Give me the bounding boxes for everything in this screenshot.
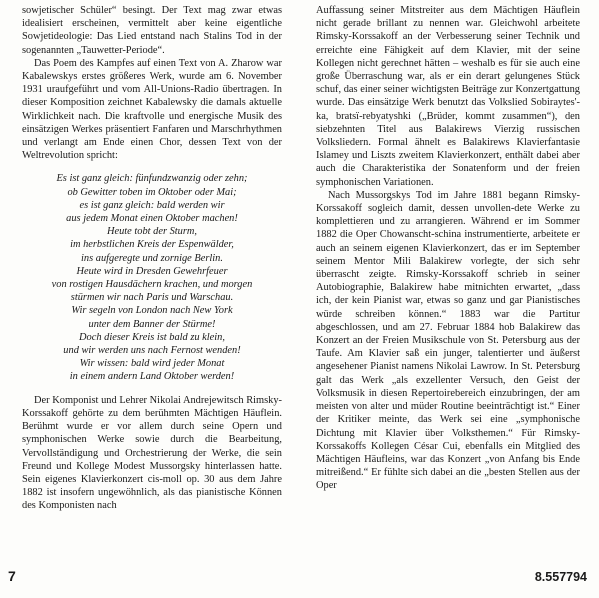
poem-block [22, 172, 282, 383]
paragraph: Auffassung seiner Mitstreiter aus dem Mächtigen Häuflein nicht gerade brillant zu nennen war. Gleichwohl arbeitete Rimsky-Korssakoff an der Verbesserung seiner Technik und erreichte eine Fähigkeit auf dem Klavier, mit der seine Kollegen nicht gerechnet hätten – weshalb es für sie auch eine große Überraschung war, als er ein derart gelungenes Stück schuf, das einer seiner wichtigsten Beiträge zur Konzertgattung wurde. Das einsätzige Werk benutzt das Volkslied Sobiraytes'-ka, bratsï-rebyatyshki („Brüder, kommt zusammen“), den siebzehnten Titel aus Balakirews Vierzig russischen Volksliedern. Formal ähnelt es Balakirews Klavierfantasie Islamey und Liszts zweitem Klavierkonzert, enthält dabei aber auch die Charakteristika der Sonatenform und der freien symphonischen Variationen. [316, 5, 580, 188]
paragraph: Das Poem des Kampfes auf einen Text von A. Zharow war Kabalewskys erstes größeres Werk, wurde am 6. November 1931 uraufgeführt und vom All-Unions-Radio übertragen. In dieser Komposition zeichnet Kabalewsky die damals aktuelle Wirklichkeit nach. Die kraftvolle und energische Musik des einsätzigen Werkes präsentiert Fanfaren und Marschrhythmen und verlangt am Ende einen Chor, dessen Text von der Weltrevolution spricht: [22, 57, 282, 162]
poem-line: im herbstlichen Kreis der Espenwälder, [70, 239, 234, 251]
poem-line: aus jedem Monat einen Oktober machen! [66, 213, 238, 225]
poem-line: ob Gewitter toben im Oktober oder Mai; [67, 186, 237, 198]
poem-line: Heute tobt der Sturm, [106, 226, 198, 238]
paragraph: Nach Mussorgskys Tod im Jahre 1881 begann Rimsky-Korssakoff sogleich damit, dessen unvollen-dete Werke zu komplettieren und zu arrangieren. Während er im Sommer 1882 die Oper Chowanscht-schina instrumentierte, arbeitete er auch an seinem eigenen Klavierkonzert, das er im September seinem Mentor Mili Balakirew vorlegte, der sich sehr überrascht zeigte. Rimsky-Korssakoff schrieb in seiner Autobiographie, Balakirew habe mitnichten erwartet, „dass ich, der kein Pianist war, etwas so ganz und gar Pianistisches würde schreiben können.“ 1883 war die Partitur abgeschlossen, und am 27. Februar 1884 hob Balakirew das Konzert an der Freien Musikschule von St. Petersburg aus der Taufe. Am Klavier saß ein junger, talentierter und äußerst angesehener Pianist namens Nikolai Lawrow. In St. Petersburg galt das Werk „als exzellenter Versuch, den Geist der Volksmusik in diesen Repertoirebereich einzubringen, der am meisten von alter und müder Routine beeinträchtigt ist.“ Einer der Kritiker meinte, das Werk sei eine „symphonische Dichtung mit Klavier über Volksthemen.“ Für Rimsky-Korssakoffs Kollegen César Cui, ebenfalls ein Mitglied des Mächtigen Häufleins, war das Konzert „von Anfang bis Ende mitreißend.“ Er fühlte sich dabei an die „besten Stellen aus der Oper [316, 189, 580, 492]
poem-line: Es ist ganz gleich: fünfundzwanzig oder zehn; [56, 173, 248, 185]
catalog-number: 8.557794 [534, 570, 587, 584]
paragraph: sowjetischer Schüler“ besingt. Der Text mag zwar etwas idealisiert erscheinen, vermittelt aber keine eigentliche Sowjetideologie: Das Lied entstand nach Stalins Tod in der sogenannten „Tauwetter-Periode“. [22, 5, 282, 56]
right-column [316, 4, 580, 493]
poem-line: von rostigen Hausdächern krachen, und morgen [51, 279, 253, 291]
poem-line: unter dem Banner der Stürme! [88, 318, 216, 330]
poem-line: Wir segeln von London nach New York [71, 305, 233, 317]
poem-line: stürmen wir nach Paris und Warschau. [70, 292, 234, 304]
left-column [22, 4, 282, 513]
page-number: 7 [8, 568, 16, 584]
poem-line: Heute wird in Dresden Gewehrfeuer [76, 265, 228, 277]
poem-line: Doch dieser Kreis ist bald zu klein, [79, 331, 225, 343]
poem-line: in einem andern Land Oktober werden! [69, 371, 235, 383]
poem-line: es ist ganz gleich: bald werden wir [79, 199, 225, 211]
paragraph: Der Komponist und Lehrer Nikolai Andrejewitsch Rimsky-Korssakoff gehörte zu dem berühmten Mächtigen Häuflein. Berühmt wurde er vor allem durch seine Opern und symphonischen Werke sowie durch die Bearbeitung, Vervollständigung und Orchestrierung der Werke, die sein Freund und Kollege Modest Mussorgsky hinterlassen hatte. Sein eigenes Klavierkonzert cis-moll op. 30 aus dem Jahre 1882 ist insofern ungewöhnlich, als das pianistische Können des Komponisten nach [22, 394, 282, 512]
poem-line: Wir wissen: bald wird jeder Monat [79, 358, 225, 370]
poem-line: und wir werden uns nach Fernost wenden! [63, 345, 241, 357]
poem-line: ins aufgeregte und zornige Berlin. [81, 252, 223, 264]
